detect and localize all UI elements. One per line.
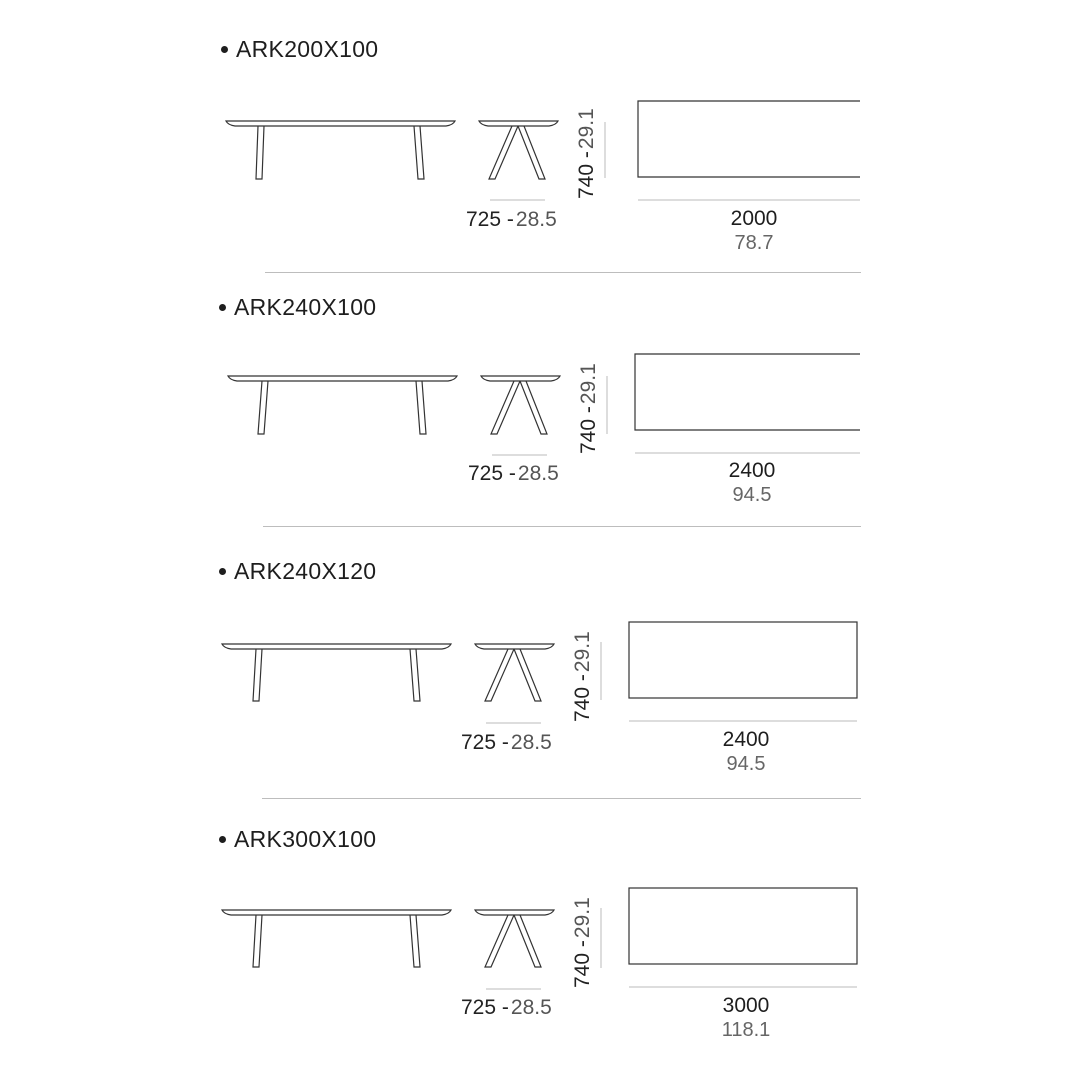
depth-dimension xyxy=(466,208,557,232)
length-dimension xyxy=(631,993,861,1043)
dimension-lines xyxy=(492,376,860,455)
height-dimension xyxy=(577,363,601,454)
section-divider xyxy=(262,798,861,799)
depth-inch: 28.5 xyxy=(510,996,552,1019)
depth-mm: 725 xyxy=(461,996,497,1019)
front-view-drawing xyxy=(226,121,455,179)
table-spec-section xyxy=(0,822,1080,1090)
section-divider xyxy=(265,272,861,273)
depth-inch: 28.5 xyxy=(517,462,559,485)
depth-separator: - xyxy=(508,462,516,485)
table-drawings xyxy=(0,822,1080,1080)
length-dimension xyxy=(639,206,869,256)
dimension-lines xyxy=(486,908,857,989)
dimension-lines xyxy=(486,642,857,723)
table-spec-section xyxy=(0,32,1080,300)
height-inch: 29.1 xyxy=(575,108,598,150)
height-separator: - xyxy=(571,674,594,682)
height-dimension xyxy=(575,108,599,199)
height-inch: 29.1 xyxy=(577,363,600,405)
length-mm: 2000 xyxy=(730,207,778,230)
height-dimension xyxy=(571,897,595,988)
height-mm: 740 xyxy=(571,686,594,722)
depth-inch: 28.5 xyxy=(515,208,557,231)
length-inch: 94.5 xyxy=(726,753,766,775)
model-name: ARK300X100 xyxy=(234,826,377,852)
length-dimension xyxy=(637,458,867,508)
height-inch: 29.1 xyxy=(571,631,594,673)
depth-separator: - xyxy=(506,208,514,231)
depth-mm: 725 xyxy=(461,731,497,754)
table-drawings xyxy=(0,290,1080,558)
table-drawings xyxy=(0,32,1080,300)
top-view-drawing xyxy=(635,354,860,430)
length-dimension xyxy=(631,727,861,777)
side-view-drawing xyxy=(475,644,554,701)
model-name: ARK240X100 xyxy=(234,294,377,320)
length-mm: 2400 xyxy=(722,728,770,751)
front-view-drawing xyxy=(222,644,451,701)
height-inch: 29.1 xyxy=(571,897,594,939)
model-name: ARK200X100 xyxy=(236,36,379,62)
length-inch: 118.1 xyxy=(721,1019,771,1041)
dimension-lines xyxy=(490,122,860,200)
side-view-drawing xyxy=(479,121,558,179)
table-spec-section xyxy=(0,290,1080,558)
depth-mm: 725 xyxy=(468,462,504,485)
depth-inch: 28.5 xyxy=(510,731,552,754)
depth-dimension xyxy=(461,731,552,755)
height-separator: - xyxy=(571,940,594,948)
height-dimension xyxy=(571,631,595,722)
height-mm: 740 xyxy=(577,418,600,454)
side-view-drawing xyxy=(475,910,554,967)
top-view-drawing xyxy=(638,101,860,177)
height-mm: 740 xyxy=(575,163,598,199)
length-mm: 3000 xyxy=(722,994,770,1017)
model-name: ARK240X120 xyxy=(234,558,377,584)
depth-separator: - xyxy=(501,731,509,754)
section-divider xyxy=(263,526,861,527)
top-view-drawing xyxy=(629,622,857,698)
length-inch: 78.7 xyxy=(734,232,774,254)
length-mm: 2400 xyxy=(728,459,776,482)
table-spec-section xyxy=(0,554,1080,822)
height-separator: - xyxy=(575,151,598,159)
side-view-drawing xyxy=(481,376,560,434)
height-mm: 740 xyxy=(571,952,594,988)
depth-mm: 725 xyxy=(466,208,502,231)
length-inch: 94.5 xyxy=(732,484,772,506)
depth-dimension xyxy=(468,462,559,486)
front-view-drawing xyxy=(228,376,457,434)
depth-dimension xyxy=(461,996,552,1020)
front-view-drawing xyxy=(222,910,451,967)
depth-separator: - xyxy=(501,996,509,1019)
height-separator: - xyxy=(577,406,600,414)
top-view-drawing xyxy=(629,888,857,964)
table-drawings xyxy=(0,554,1080,822)
